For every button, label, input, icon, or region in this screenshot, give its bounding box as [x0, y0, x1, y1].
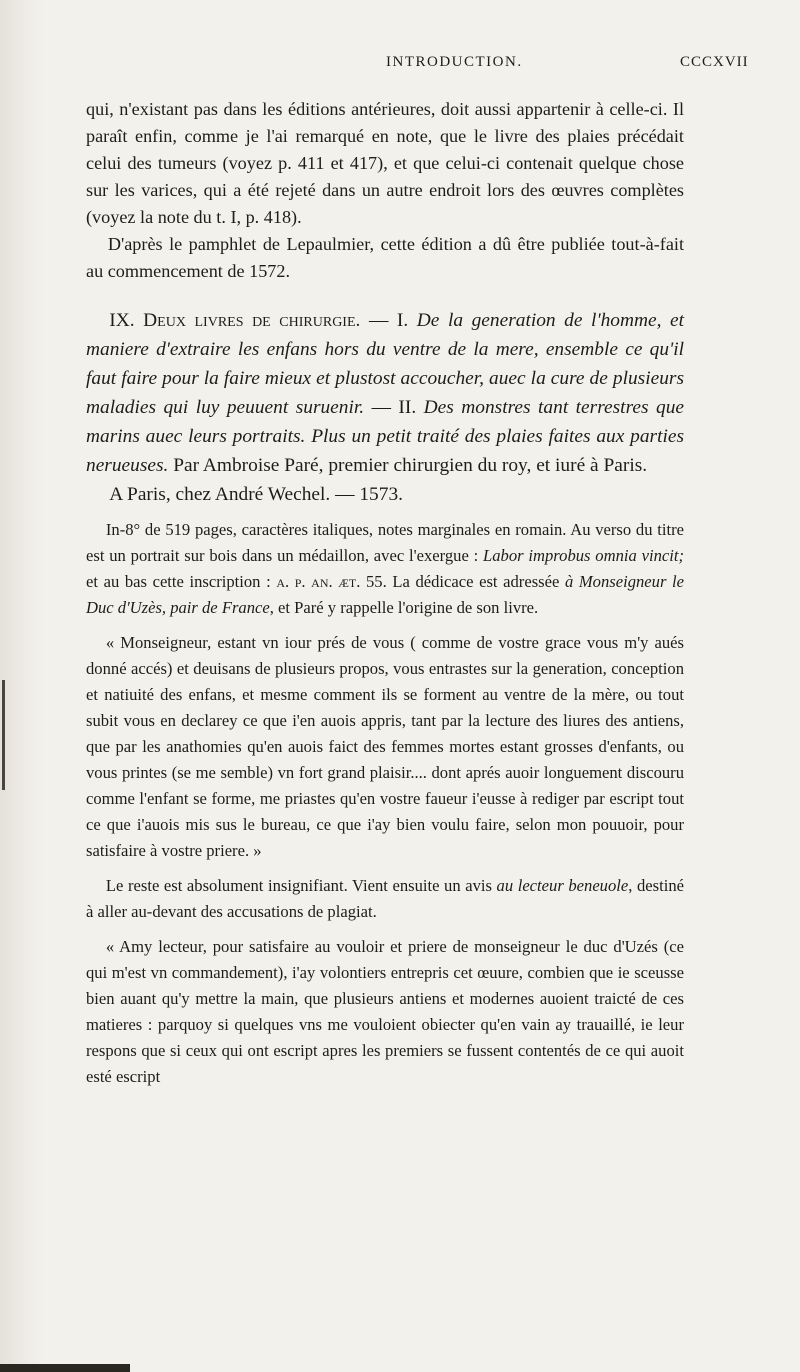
paragraph-1: qui, n'existant pas dans les éditions antérieures, doit aussi appartenir à celle-ci. Il paraît enfin, comme je l'ai remarqué en note, que le livre des plaies précédait celui des tumeurs (voyez p. 411 et 417), et que celui-ci contenait quelque chose sur les varices, qui a été rejeté dans un autre endroit lors des œuvres complètes (voyez la note du t. I, p. 418). [86, 99, 684, 227]
desc-text-c: La dédicace est adressée [386, 572, 565, 591]
spacer [86, 864, 684, 873]
paragraph-remark [86, 873, 684, 925]
entry-imprint: A Paris, chez André Wechel. — 1573. [109, 484, 403, 505]
scan-edge-mark [2, 680, 5, 790]
spacer [86, 925, 684, 934]
quotation-1: « Monseigneur, estant vn iour prés de vous ( comme de vostre grace vous m'y aués donné accés) et deuisans de plusieurs propos, vous entrastes sur la generation, conception et natiuité des enfans, et mesme comment ils se forment au ventre de la mère, ou tout subit vous en declarey ce que i'en auois appris, tant par la lecture des liures des antiens, que par les anathomies qu'en auois faict des femmes mortes estant grosses d'enfants, ou vous printes (se me semble) vn fort grand plaisir.... dont aprés auoir longuement discouru comme l'enfant se forme, me priastes qu'en vostre faueur i'eusse à rediger par escript tout ce que i'auois mis sus le bureau, ce que i'ay bien voulu faire, selon mon pouuoir, pour satisfaire à vostre priere. » [86, 633, 684, 860]
running-title: INTRODUCTION. [386, 54, 523, 70]
spacer [86, 509, 684, 517]
paragraph-2: D'après le pamphlet de Lepaulmier, cette édition a dû être publiée tout-à-fait au commencement de 1572. [86, 234, 684, 281]
remark-italic: au lecteur beneuole [496, 876, 629, 895]
desc-dedicatee: à Monseigneur le Duc d'Uzès, pair de France [86, 572, 685, 617]
bibliographic-entry [86, 306, 684, 480]
paragraph-description [86, 517, 684, 621]
desc-motto: Labor improbus omnia vincit; [483, 546, 684, 565]
entry-heading: Deux livres de chirurgie. [143, 310, 361, 331]
entry-number: IX. [109, 310, 135, 331]
page-number: CCCXVII [680, 54, 749, 70]
quotation-2: « Amy lecteur, pour satisfaire au vouloir et priere de monseigneur le duc d'Uzés (ce qui m'est vn commandement), i'ay volontiers entrepris cet œuure, combien que ie sceusse bien auant qu'y mettre la main, que plusieurs antiens et modernes auoient traicté de ces matieres : parquoy si quelques vns me vouloient obiecter qu'en vain ay trauaillé, ie leur respons que si ceux qui ont escript apres les premiers se fussent contentés de ce qui auoit esté escript [86, 937, 684, 1086]
entry-title-1: De la generation de l'homme, et maniere d'extraire les enfans hors du ventre de la mere, ensemble ce qu'il faut faire pour la faire mieux et plustost accoucher, auec la cure de plusieurs maladies qui luy peuuent suruenir. [86, 310, 684, 418]
scan-margin-shadow [0, 0, 44, 1372]
page-body [86, 96, 684, 1090]
entry-title-2: Des monstres tant terrestres que marins auec leurs portraits. Plus un petit traité des plaies faites aux parties nerueuses. [86, 397, 684, 476]
scan-bottom-mark [0, 1364, 130, 1372]
page-header [0, 54, 800, 78]
entry-dash-2: — II. [364, 397, 424, 418]
remark-text-a: Le reste est absolument insignifiant. Vient ensuite un avis [105, 876, 497, 895]
desc-text-d: , et Paré y rappelle l'origine de son livre. [269, 598, 539, 617]
entry-dash-1: — I. [360, 310, 417, 331]
desc-text-a: In-8° de 519 pages, caractères italiques, notes marginales en romain. Au verso du titre est un portrait sur bois dans un médaillon, avec l'exergue : [86, 520, 684, 565]
spacer [86, 621, 684, 630]
desc-text-b: et au bas cette inscription : [86, 572, 277, 591]
spacer [86, 285, 684, 306]
remark-text-b: , destiné à aller au-devant des accusations de plagiat. [86, 876, 684, 921]
desc-inscription: a. p. an. æt. 55. [276, 572, 387, 591]
entry-author: Par Ambroise Paré, premier chirurgien du roy, et iuré à Paris. [168, 455, 648, 476]
